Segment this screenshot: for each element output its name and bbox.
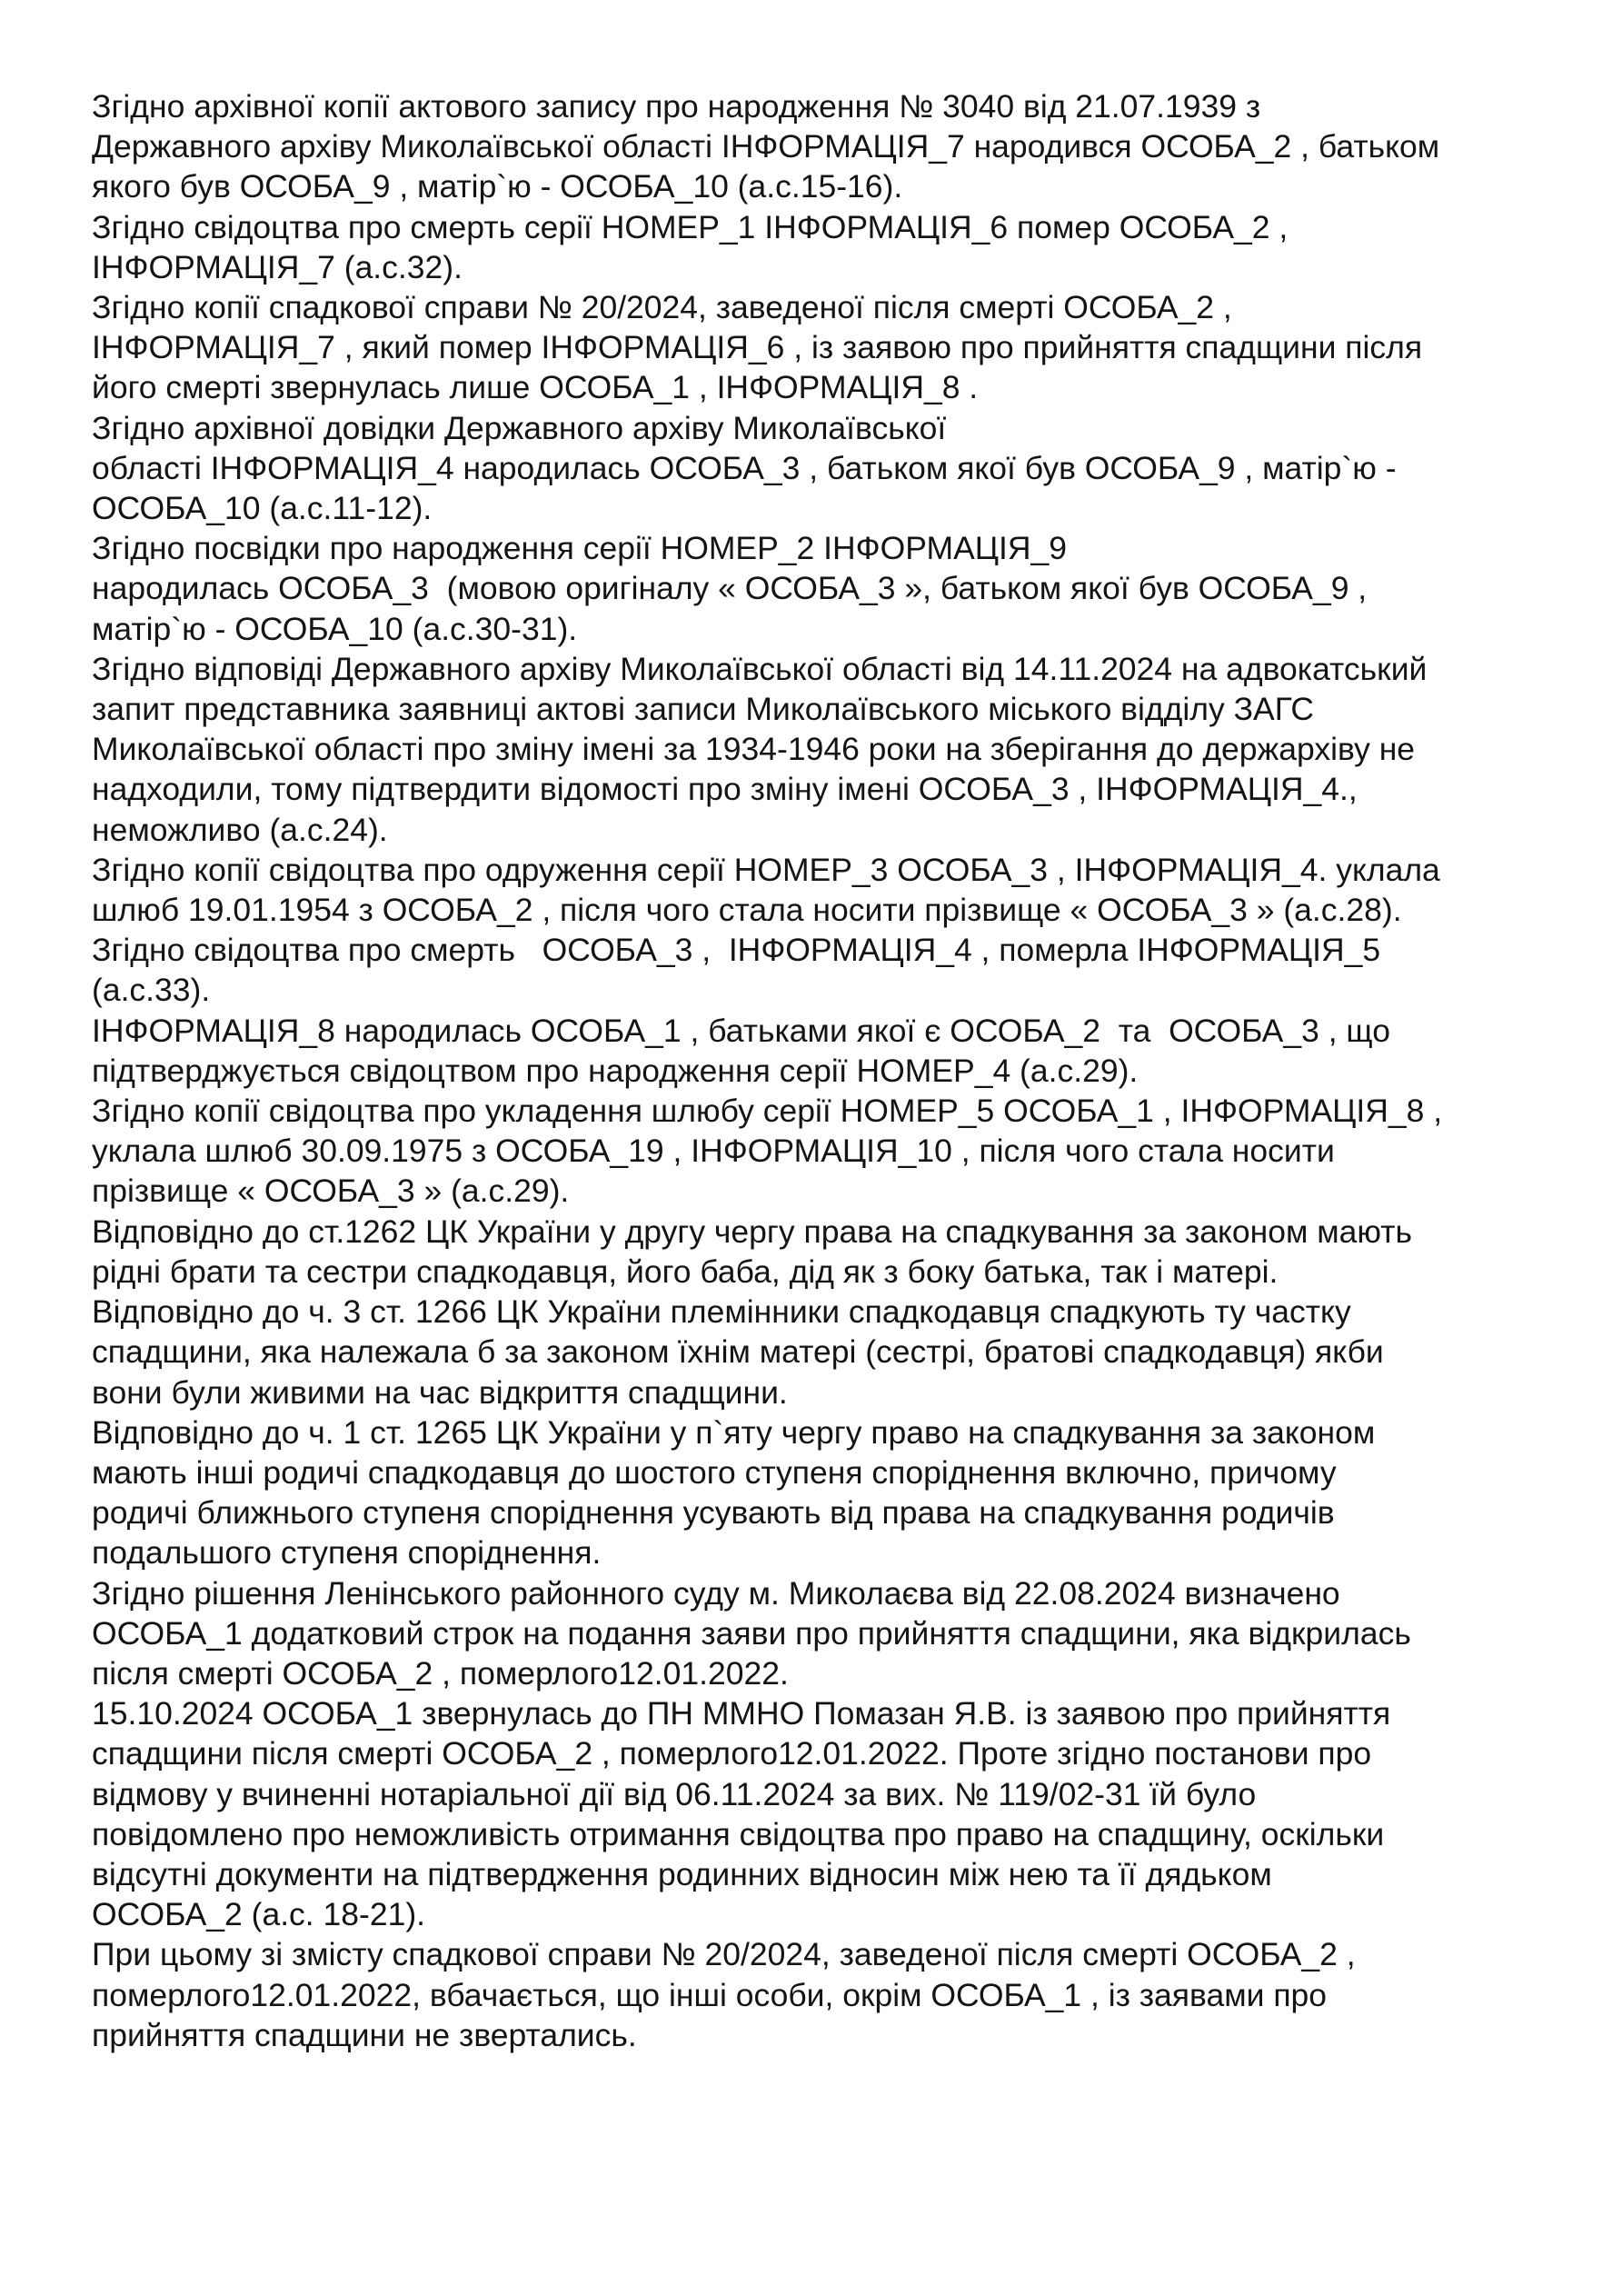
text-line: вони були живими на час відкриття спадщини. (92, 1373, 788, 1411)
text-line: Відповідно до ч. 1 ст. 1265 ЦК України у п`яту чергу право на спадкування за законом (92, 1413, 1376, 1451)
text-line: Державного архіву Миколаївської області ІНФОРМАЦІЯ_7 народився ОСОБА_2 , батьком (92, 128, 1440, 165)
text-line: неможливо (а.с.24). (92, 811, 388, 848)
document-body (92, 86, 1582, 2055)
text-line: ОСОБА_1 додатковий строк на подання заяви про прийняття спадщини, яка відкрилась (92, 1614, 1411, 1652)
text-line: Згідно відповіді Державного архіву Миколаївської області від 14.11.2024 на адвокатський (92, 650, 1428, 687)
text-line: рідні брати та сестри спадкодавця, його баба, дід як з боку батька, так і матері. (92, 1253, 1279, 1290)
text-line: ОСОБА_10 (а.с.11-12). (92, 490, 433, 527)
text-line: (а.с.33). (92, 972, 211, 1009)
text-line: Відповідно до ст.1262 ЦК України у другу чергу права на спадкування за законом мають (92, 1213, 1413, 1250)
text-line: уклала шлюб 30.09.1975 з ОСОБА_19 , ІНФОРМАЦІЯ_10 , після чого стала носити (92, 1133, 1335, 1170)
text-line: родичі ближнього ступеня споріднення усувають від права на спадкування родичів (92, 1494, 1335, 1532)
text-line: надходили, тому підтвердити відомості про зміну імені ОСОБА_3 , ІНФОРМАЦІЯ_4., (92, 771, 1358, 808)
text-line: подальшого ступеня споріднення. (92, 1534, 602, 1572)
text-line: Згідно архівної довідки Державного архіву Миколаївської (92, 409, 947, 446)
text-line: Згідно копії спадкової справи № 20/2024, заведеної після смерті ОСОБА_2 , (92, 289, 1232, 326)
text-line: відмову у вчиненні нотаріальної дії від 06.11.2024 за вих. № 119/02-31 їй було (92, 1775, 1257, 1812)
text-line: прізвище « ОСОБА_3 » (а.с.29). (92, 1173, 570, 1210)
text-line: ІНФОРМАЦІЯ_8 народилась ОСОБА_1 , батьками якої є ОСОБА_2 та ОСОБА_3 , що (92, 1012, 1390, 1049)
text-line: області ІНФОРМАЦІЯ_4 народилась ОСОБА_3 , батьком якої був ОСОБА_9 , матір`ю - (92, 449, 1397, 486)
text-line: Згідно свідоцтва про смерть ОСОБА_3 , ІНФОРМАЦІЯ_4 , померла ІНФОРМАЦІЯ_5 (92, 932, 1381, 969)
text-line: його смерті звернулась лише ОСОБА_1 , ІНФОРМАЦІЯ_8 . (92, 369, 979, 406)
text-line: повідомлено про неможливість отримання свідоцтва про право на спадщину, оскільки (92, 1815, 1385, 1852)
text-line: Згідно рішення Ленінського районного суду м. Миколаєва від 22.08.2024 визначено (92, 1574, 1340, 1612)
text-line: ІНФОРМАЦІЯ_7 (а.с.32). (92, 248, 463, 285)
text-line: запит представника заявниці актові записи Миколаївського міського відділу ЗАГС (92, 691, 1314, 728)
text-line: відсутні документи на підтвердження родинних відносин між нею та її дядьком (92, 1855, 1272, 1892)
text-line: 15.10.2024 ОСОБА_1 звернулась до ПН ММНО Помазан Я.В. із заявою про прийняття (92, 1695, 1391, 1732)
text-line: мають інші родичі спадкодавця до шостого ступеня споріднення включно, причому (92, 1453, 1337, 1491)
text-line: Згідно копії свідоцтва про одруження серії НОМЕР_3 ОСОБА_3 , ІНФОРМАЦІЯ_4. уклала (92, 851, 1440, 888)
text-line: ІНФОРМАЦІЯ_7 , який помер ІНФОРМАЦІЯ_6 , із заявою про прийняття спадщини після (92, 329, 1423, 366)
text-line: спадщини, яка належала б за законом їхнім матері (сестрі, братові спадкодавця) якби (92, 1333, 1384, 1371)
text-line: Миколаївської області про зміну імені за 1934-1946 роки на зберігання до держархіву не (92, 731, 1416, 768)
text-line: спадщини після смерті ОСОБА_2 , померлого12.01.2022. Проте згідно постанови про (92, 1735, 1372, 1772)
text-line: прийняття спадщини не звертались. (92, 2016, 637, 2053)
text-line: шлюб 19.01.1954 з ОСОБА_2 , після чого стала носити прізвище « ОСОБА_3 » (а.с.28). (92, 892, 1402, 929)
text-line: народилась ОСОБА_3 (мовою оригіналу « ОСОБА_3 », батьком якої був ОСОБА_9 , (92, 570, 1368, 607)
text-line: після смерті ОСОБА_2 , померлого12.01.2022. (92, 1654, 789, 1692)
text-line: Згідно свідоцтва про смерть серії НОМЕР_1 ІНФОРМАЦІЯ_6 помер ОСОБА_2 , (92, 208, 1289, 245)
text-line: При цьому зі змісту спадкової справи № 20/2024, заведеної після смерті ОСОБА_2 , (92, 1936, 1356, 1973)
text-line: Відповідно до ч. 3 ст. 1266 ЦК України племінники спадкодавця спадкують ту частку (92, 1293, 1351, 1331)
text-line: померлого12.01.2022, вбачається, що інші особи, окрім ОСОБА_1 , із заявами про (92, 1976, 1328, 2013)
text-line: Згідно архівної копії актового запису про народження № 3040 від 21.07.1939 з (92, 88, 1261, 125)
text-line: якого був ОСОБА_9 , матір`ю - ОСОБА_10 (а.с.15-16). (92, 168, 903, 205)
text-line: ОСОБА_2 (а.с. 18-21). (92, 1896, 426, 1933)
text-line: Згідно посвідки про народження серії НОМЕР_2 ІНФОРМАЦІЯ_9 (92, 530, 1067, 567)
text-line: матір`ю - ОСОБА_10 (а.с.30-31). (92, 610, 578, 647)
text-line: підтверджується свідоцтвом про народження серії НОМЕР_4 (а.с.29). (92, 1052, 1139, 1089)
text-line: Згідно копії свідоцтва про укладення шлюбу серії НОМЕР_5 ОСОБА_1 , ІНФОРМАЦІЯ_8 , (92, 1093, 1443, 1130)
